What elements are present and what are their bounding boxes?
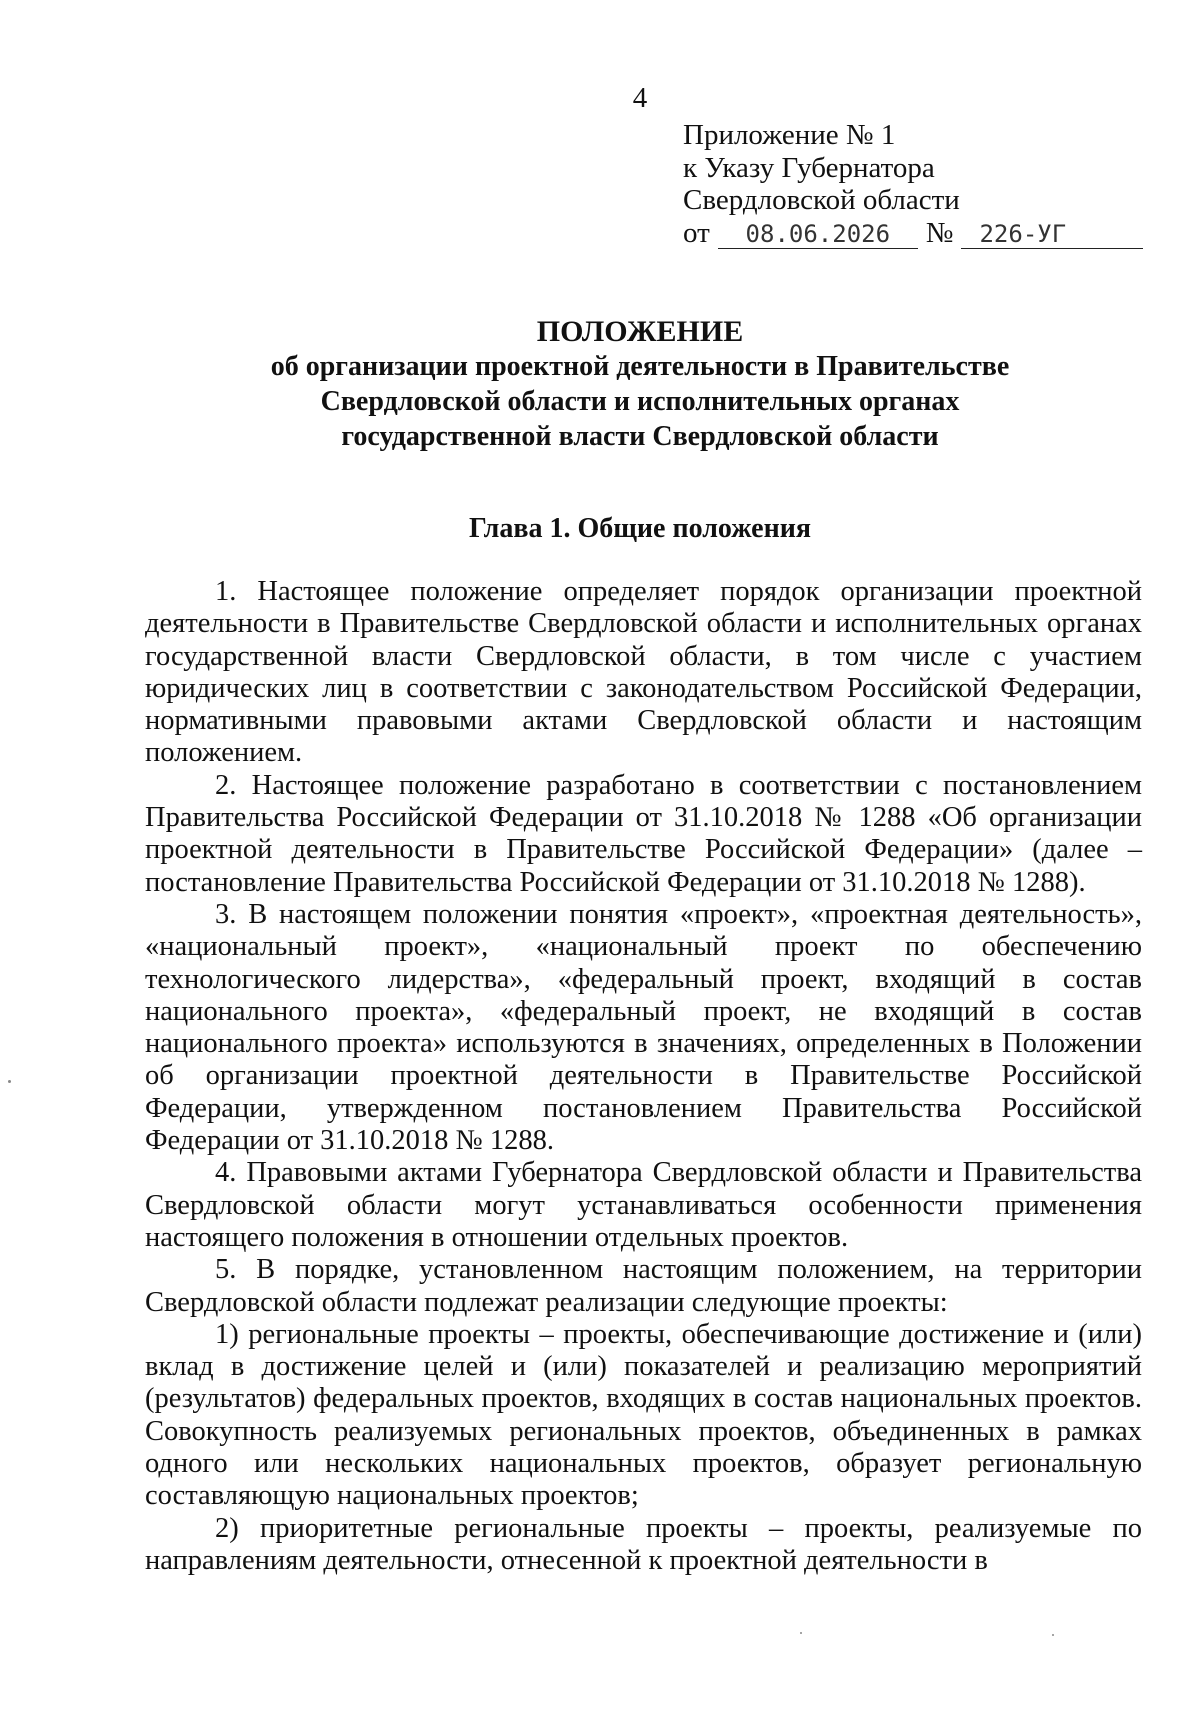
paragraph-2: 2. Настоящее положение разработано в соответствии с постановлением Правительства Российской Федерации от 31.10.2018 № 1288 «Об организации проектной деятельности в Правительстве Российской Федерации» (далее – постановление Правительства Российской Федерации от 31.10.2018 № 1288). (145, 769, 1142, 898)
paragraph-5: 5. В порядке, установленном настоящим положением, на территории Свердловской области подлежат реализации следующие проекты: (145, 1254, 1142, 1318)
page-number: 4 (632, 82, 648, 114)
scan-speck (800, 1632, 802, 1634)
date-value: 08.06.2026 (718, 220, 918, 249)
appendix-line-1: Приложение № 1 (683, 119, 896, 151)
paragraph-3: 3. В настоящем положении понятия «проект», «проектная деятельность», «национальный проект», «национальный проект по обеспечению технологического лидерства», «федеральный проект, входящий в состав национального проекта», «федеральный проект, не входящий в состав национального проекта» используются в значениях, определенных в Положении об организации проектной деятельности в Правительстве Российской Федерации, утвержденном постановлением Правительства Российской Федерации от 31.10.2018 № 1288. (145, 898, 1142, 1157)
scan-speck (8, 1080, 11, 1083)
document-title (0, 314, 1200, 454)
appendix-date-row (683, 217, 1143, 250)
appendix-line-3: Свердловской области (683, 184, 960, 216)
title-sub-line-1: об организации проектной деятельности в Правительстве (270, 351, 1010, 382)
paragraph-5-item-1: 1) региональные проекты – проекты, обеспечивающие достижение и (или) вклад в достижение целей и (или) показателей и реализацию мероприятий (результатов) федеральных проектов, входящих в состав национальных проектов. Совокупность реализуемых региональных проектов, объединенных в рамках одного или нескольких национальных проектов, образует региональную составляющую национальных проектов; (145, 1318, 1142, 1512)
title-main: ПОЛОЖЕНИЕ (536, 315, 744, 348)
title-sub-line-2: Свердловской области и исполнительных органах (320, 386, 960, 417)
appendix-line-2: к Указу Губернатора (683, 151, 935, 184)
body-text (145, 576, 1142, 1577)
appendix-stamp (683, 119, 1143, 249)
paragraph-4: 4. Правовыми актами Губернатора Свердловской области и Правительства Свердловской области могут устанавливаться особенности применения настоящего положения в отношении отдельных проектов. (145, 1157, 1142, 1253)
number-value: 226-УГ (961, 220, 1143, 249)
paragraph-1: 1. Настоящее положение определяет порядок организации проектной деятельности в Правительстве Свердловской области и исполнительных органах государственной власти Свердловской области, в том числе с участием юридических лиц в соответствии с законодательством Российской Федерации, нормативными правовыми актами Свердловской области и настоящим положением. (145, 576, 1142, 769)
chapter-heading: Глава 1. Общие положения (468, 513, 811, 544)
scan-speck (1052, 1634, 1054, 1636)
date-prefix: от (683, 216, 710, 249)
title-sub-line-3: государственной власти Свердловской области (341, 421, 939, 452)
paragraph-5-item-2: 2) приоритетные региональные проекты – проекты, реализуемые по направлениям деятельности, отнесенной к проектной деятельности в (145, 1512, 1142, 1576)
number-prefix: № (925, 216, 954, 249)
